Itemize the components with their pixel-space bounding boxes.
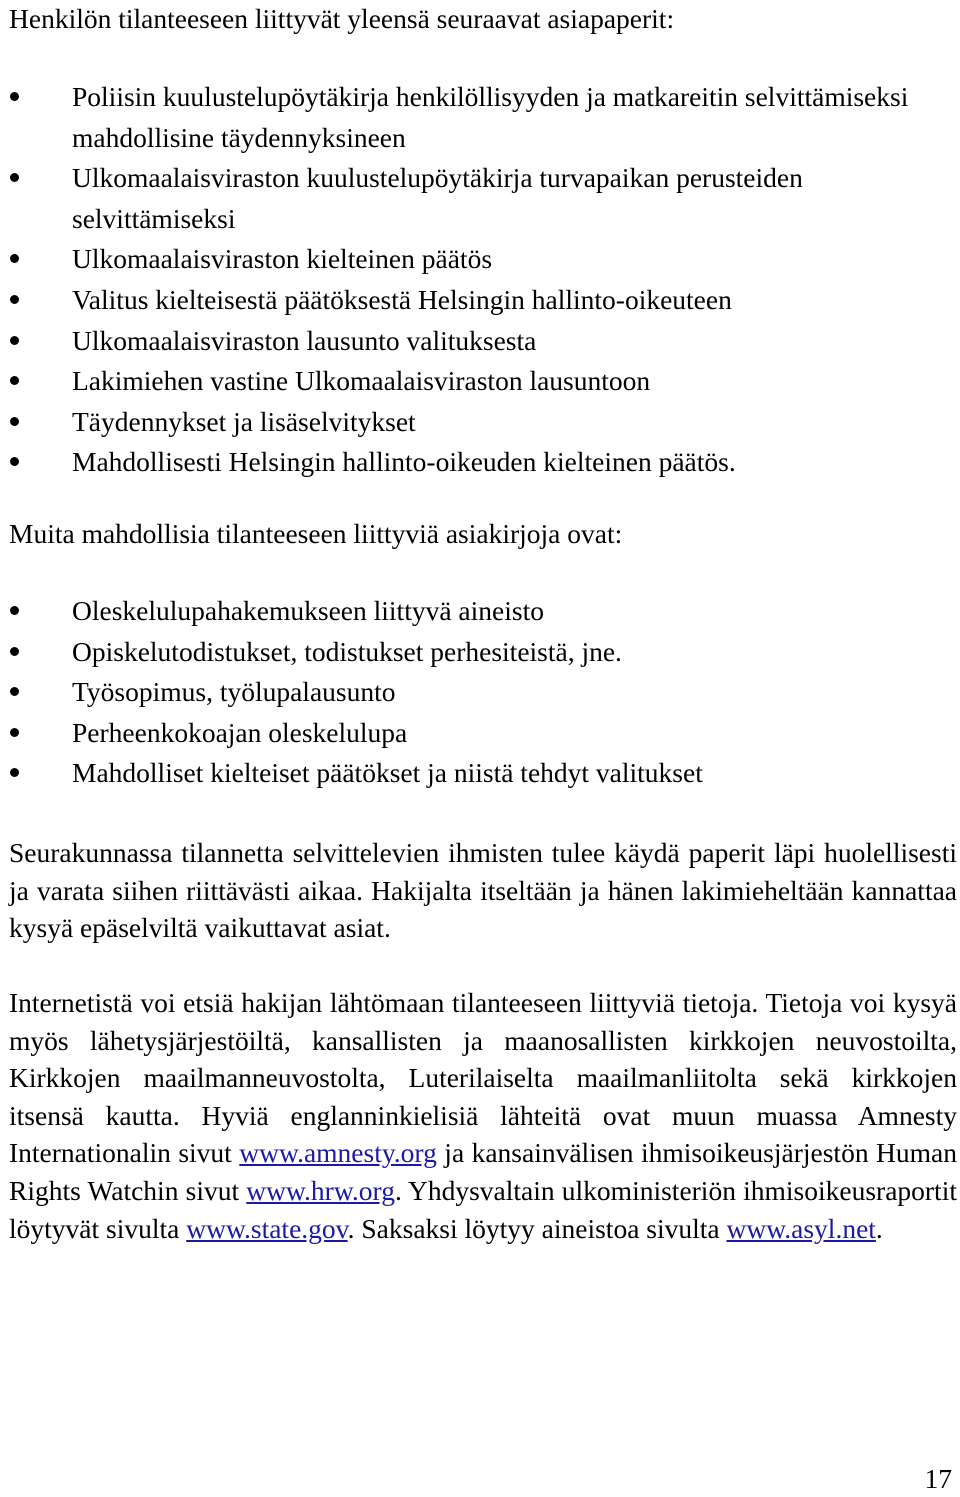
list-item-text: Perheenkokoajan oleskelulupa — [72, 716, 408, 748]
intro-heading-other-documents: Muita mahdollisia tilanteeseen liittyviä asiakirjoja ovat: — [9, 518, 623, 549]
document-list — [0, 77, 960, 483]
list-item-text: Ulkomaalaisviraston lausunto valituksesta — [72, 324, 537, 356]
bullet-icon — [10, 687, 19, 696]
list-item — [0, 672, 960, 713]
list-item — [0, 280, 960, 321]
bullet-icon — [10, 254, 19, 263]
bullet-icon — [10, 606, 19, 615]
bullet-icon — [10, 457, 19, 466]
list-item — [0, 77, 960, 158]
list-item — [0, 591, 960, 632]
intro-heading-documents: Henkilön tilanteeseen liittyvät yleensä seuraavat asiapaperit: — [9, 3, 675, 34]
bullet-icon — [10, 92, 19, 101]
paragraph-text: . Saksaksi löytyy aineistoa sivulta — [347, 1212, 727, 1244]
list-item — [0, 632, 960, 673]
list-item — [0, 402, 960, 443]
bullet-icon — [10, 376, 19, 385]
list-item — [0, 158, 960, 239]
list-item — [0, 713, 960, 754]
list-item-text: Mahdolliset kielteiset päätökset ja niistä tehdyt valitukset — [72, 757, 703, 789]
list-item — [0, 361, 960, 402]
list-item-text: Opiskelutodistukset, todistukset perhesiteistä, jne. — [72, 635, 622, 667]
list-item-text: Työsopimus, työlupalausunto — [72, 676, 396, 708]
hrw-link[interactable]: www.hrw.org — [246, 1174, 395, 1206]
list-item-text: Poliisin kuulustelupöytäkirja henkilöllisyyden ja matkareitin selvittämiseksi mahdollisine täydennyksineen — [72, 81, 909, 153]
list-item — [0, 442, 960, 483]
list-item-text: Ulkomaalaisviraston kuulustelupöytäkirja turvapaikan perusteiden selvittämiseksi — [72, 162, 803, 234]
list-item-text: Mahdollisesti Helsingin hallinto-oikeuden kielteinen päätös. — [72, 446, 736, 478]
bullet-icon — [10, 295, 19, 304]
list-item-text: Valitus kielteisestä päätöksestä Helsingin hallinto-oikeuteen — [72, 283, 732, 315]
list-item — [0, 321, 960, 362]
amnesty-link[interactable]: www.amnesty.org — [239, 1137, 437, 1169]
paragraph-review-advice: Seurakunnassa tilannetta selvittelevien ihmisten tulee käydä paperit läpi huolellisesti ja varata siihen riittävästi aikaa. Hakijalta itseltään ja hänen lakimieheltään kannattaa kysyä epäselviltä vaikuttavat asiat. — [9, 837, 957, 944]
paragraph-text: . — [875, 1212, 883, 1244]
list-item-text: Lakimiehen vastine Ulkomaalaisviraston lausuntoon — [72, 365, 651, 397]
bullet-icon — [10, 768, 19, 777]
state-gov-link[interactable]: www.state.gov — [186, 1212, 348, 1244]
list-item — [0, 239, 960, 280]
bullet-icon — [10, 728, 19, 737]
paragraph-text: . Yhdysvaltain ulkoministeriön ihmisoikeusraportit löytyvät sivulta — [9, 1174, 957, 1244]
list-item-text: Täydennykset ja lisäselvitykset — [72, 405, 416, 437]
list-item — [0, 753, 960, 794]
paragraph-internet-sources — [9, 984, 957, 1247]
list-item-text: Oleskelulupahakemukseen liittyvä aineisto — [72, 595, 544, 626]
list-item-text: Ulkomaalaisviraston kielteinen päätös — [72, 243, 493, 275]
bullet-icon — [10, 647, 19, 656]
asyl-link[interactable]: www.asyl.net — [726, 1212, 876, 1244]
bullet-icon — [10, 173, 19, 182]
paragraph-text: Internetistä voi etsiä hakijan lähtömaan tilanteeseen liittyviä tietoja. Tietoja voi kysyä myös lähetysjärjestöiltä, kansallisten ja maanosallisten kirkkojen neuvostoilta, Kirkkojen maailmanneuvostolta, Luterilaiselta maailmanliitolta sekä kirkkojen itsensä kautta. Hyviä englanninkielisiä lähteitä ovat muun muassa Amnesty Internationalin sivut — [9, 987, 957, 1169]
bullet-icon — [10, 417, 19, 426]
other-document-list — [0, 591, 960, 794]
page-number: 17 — [924, 1463, 952, 1494]
bullet-icon — [10, 336, 19, 345]
paragraph-text: ja kansainvälisen ihmisoikeusjärjestön Human Rights Watchin sivut — [9, 1137, 957, 1206]
